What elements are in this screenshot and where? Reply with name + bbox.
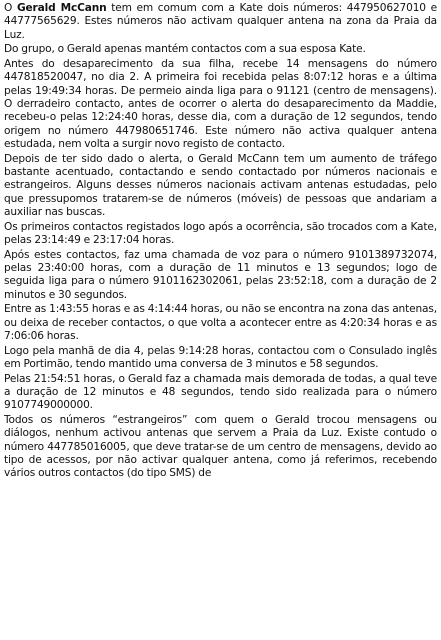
paragraph-3: Antes do desaparecimento da sua filha, recebe 14 mensagens do número 447818520047, no dia 2. A primeira foi recebida pelas 8:07:12 horas e a última pelas 19:49:34 horas. De permeio ainda liga para o 91121 (centro de mensagens). O derradeiro contacto, antes de ocorrer o alerta do desaparecimento da Maddie, recebeu-o pelas 12:24:40 horas, desse dia, com a duração de 12 segundos, tendo origem no número 447980651746. Este número não activa qualquer antena estudada, nem volta a surgir novo registo de contacto. — [4, 57, 437, 151]
paragraph-9: Pelas 21:54:51 horas, o Gerald faz a chamada mais demorada de todas, a qual teve a duração de 12 minutos e 48 segundos, tendo sido realizada para o número 9107749000000. — [4, 372, 437, 412]
gerald-mccann-name: Gerald McCann — [16, 2, 107, 14]
paragraph-1-prefix: O — [4, 2, 17, 14]
paragraph-2: Do grupo, o Gerald apenas mantém contactos com a sua esposa Kate. — [4, 43, 366, 56]
paragraph-10: Todos os números “estrangeiros” com quem o Gerald trocou mensagens ou diálogos, nenhum activou antenas que servem a Praia da Luz. Existe contudo o número 447785016005, que deve tratar-se de um centro de mensagens, devido ao tipo de acessos, por não activar qualquer antena, como já referimos, recebendo vários outros contactos (do tipo SMS) de — [4, 413, 437, 480]
paragraph-1-rest: tem em comum com a Kate dois números: 447950627010 e 44777565629. Estes números não activam qualquer antena na zona da Praia da Luz. — [4, 2, 437, 41]
paragraph-8: Logo pela manhã de dia 4, pelas 9:14:28 horas, contactou com o Consulado inglês em Portimão, tendo mantido uma conversa de 3 minutos e 58 segundos. — [4, 344, 437, 371]
paragraph-7: Entre as 1:43:55 horas e as 4:14:44 horas, ou não se encontra na zona das antenas, ou deixa de receber contactos, o que volta a acontecer entre as 4:20:34 horas e as 7:06:06 horas. — [4, 303, 437, 343]
paragraph-5: Os primeiros contactos registados logo após a ocorrência, são trocados com a Kate, pelas 23:14:49 e 23:17:04 horas. — [4, 220, 437, 247]
paragraph-6: Após estes contactos, faz uma chamada de voz para o número 9101389732074, pelas 23:40:00 horas, com a duração de 11 minutos e 13 segundos; logo de seguida liga para o número 9101162302061, pelas 23:52:18, com a duração de 2 minutos e 30 segundos. — [4, 248, 437, 301]
paragraph-4: Depois de ter sido dado o alerta, o Gerald McCann tem um aumento de tráfego bastante acentuado, contactando e sendo contactado por números nacionais e estrangeiros. Alguns desses números nacionais activam antenas estudadas, pelo que pressupomos tratarem-se de números (móveis) de pessoas que andariam a auxiliar nas buscas. — [4, 152, 437, 219]
paragraph-1 — [4, 2, 437, 42]
